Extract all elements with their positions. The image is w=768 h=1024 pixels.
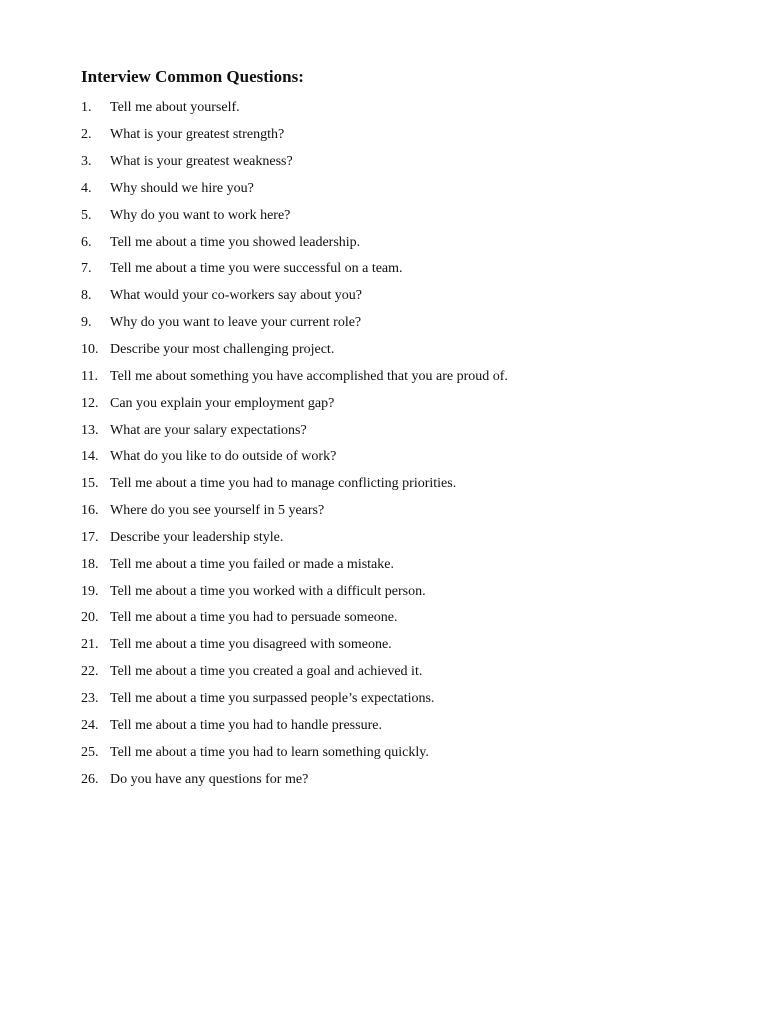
question-list	[81, 95, 508, 793]
question-number: 12.	[81, 395, 99, 411]
question-number: 23.	[81, 690, 99, 706]
question-number: 8.	[81, 288, 92, 304]
question-number: 9.	[81, 315, 92, 331]
question-text: Describe your leadership style.	[110, 529, 284, 545]
question-number: 1.	[81, 100, 92, 116]
question-text: What are your salary expectations?	[110, 422, 307, 438]
question-text: What is your greatest weakness?	[110, 154, 293, 170]
question-text: Tell me about a time you were successful on a team.	[110, 261, 403, 277]
question-number: 13.	[81, 422, 99, 438]
question-text: Tell me about a time you had to manage conflicting priorities.	[110, 476, 457, 492]
question-item	[81, 659, 508, 686]
question-item	[81, 390, 508, 417]
question-item	[81, 202, 508, 229]
question-text: Tell me about a time you had to handle pressure.	[110, 717, 382, 733]
question-text: Can you explain your employment gap?	[110, 395, 335, 411]
question-number: 2.	[81, 127, 92, 143]
question-item	[81, 95, 508, 122]
question-number: 14.	[81, 449, 99, 465]
question-item	[81, 551, 508, 578]
question-item	[81, 739, 508, 766]
question-text: Why should we hire you?	[110, 180, 254, 196]
question-text: Tell me about a time you surpassed people’s expectations.	[110, 690, 435, 706]
question-item	[81, 363, 508, 390]
question-item	[81, 525, 508, 552]
question-number: 26.	[81, 771, 99, 787]
question-number: 21.	[81, 637, 99, 653]
question-text: Tell me about a time you failed or made a mistake.	[110, 556, 394, 572]
question-number: 4.	[81, 180, 92, 196]
question-item	[81, 417, 508, 444]
document-title: Interview Common Questions:	[81, 67, 304, 86]
question-number: 18.	[81, 556, 99, 572]
question-text: Tell me about a time you worked with a difficult person.	[110, 583, 426, 599]
question-item	[81, 256, 508, 283]
question-text: What would your co-workers say about you?	[110, 288, 362, 304]
question-item	[81, 632, 508, 659]
question-number: 6.	[81, 234, 92, 250]
question-text: Tell me about a time you disagreed with someone.	[110, 637, 392, 653]
question-number: 19.	[81, 583, 99, 599]
question-item	[81, 229, 508, 256]
question-number: 22.	[81, 664, 99, 680]
question-text: Tell me about a time you had to persuade someone.	[110, 610, 398, 626]
question-text: Tell me about yourself.	[110, 100, 240, 116]
question-item	[81, 498, 508, 525]
question-item	[81, 122, 508, 149]
question-number: 7.	[81, 261, 92, 277]
question-item	[81, 712, 508, 739]
question-text: Describe your most challenging project.	[110, 342, 335, 358]
question-item	[81, 471, 508, 498]
question-text: Why do you want to work here?	[110, 207, 291, 223]
question-number: 17.	[81, 529, 99, 545]
question-number: 24.	[81, 717, 99, 733]
question-number: 10.	[81, 342, 99, 358]
question-text: Tell me about a time you showed leadership.	[110, 234, 361, 250]
question-text: Where do you see yourself in 5 years?	[110, 503, 325, 519]
question-number: 5.	[81, 207, 92, 223]
question-number: 15.	[81, 476, 99, 492]
question-text: Why do you want to leave your current role?	[110, 315, 362, 331]
question-item	[81, 283, 508, 310]
question-number: 11.	[81, 368, 98, 384]
question-item	[81, 149, 508, 176]
question-item	[81, 686, 508, 713]
question-number: 3.	[81, 154, 92, 170]
question-text: Tell me about a time you had to learn something quickly.	[110, 744, 429, 760]
question-text: Tell me about something you have accomplished that you are proud of.	[110, 368, 508, 384]
question-text: What is your greatest strength?	[110, 127, 285, 143]
question-item	[81, 578, 508, 605]
question-item	[81, 310, 508, 337]
question-number: 25.	[81, 744, 99, 760]
question-item	[81, 176, 508, 203]
question-number: 16.	[81, 503, 99, 519]
question-item	[81, 766, 508, 793]
question-text: Do you have any questions for me?	[110, 771, 309, 787]
question-item	[81, 444, 508, 471]
question-text: Tell me about a time you created a goal and achieved it.	[110, 664, 423, 680]
question-text: What do you like to do outside of work?	[110, 449, 337, 465]
question-item	[81, 605, 508, 632]
question-number: 20.	[81, 610, 99, 626]
question-item	[81, 337, 508, 364]
